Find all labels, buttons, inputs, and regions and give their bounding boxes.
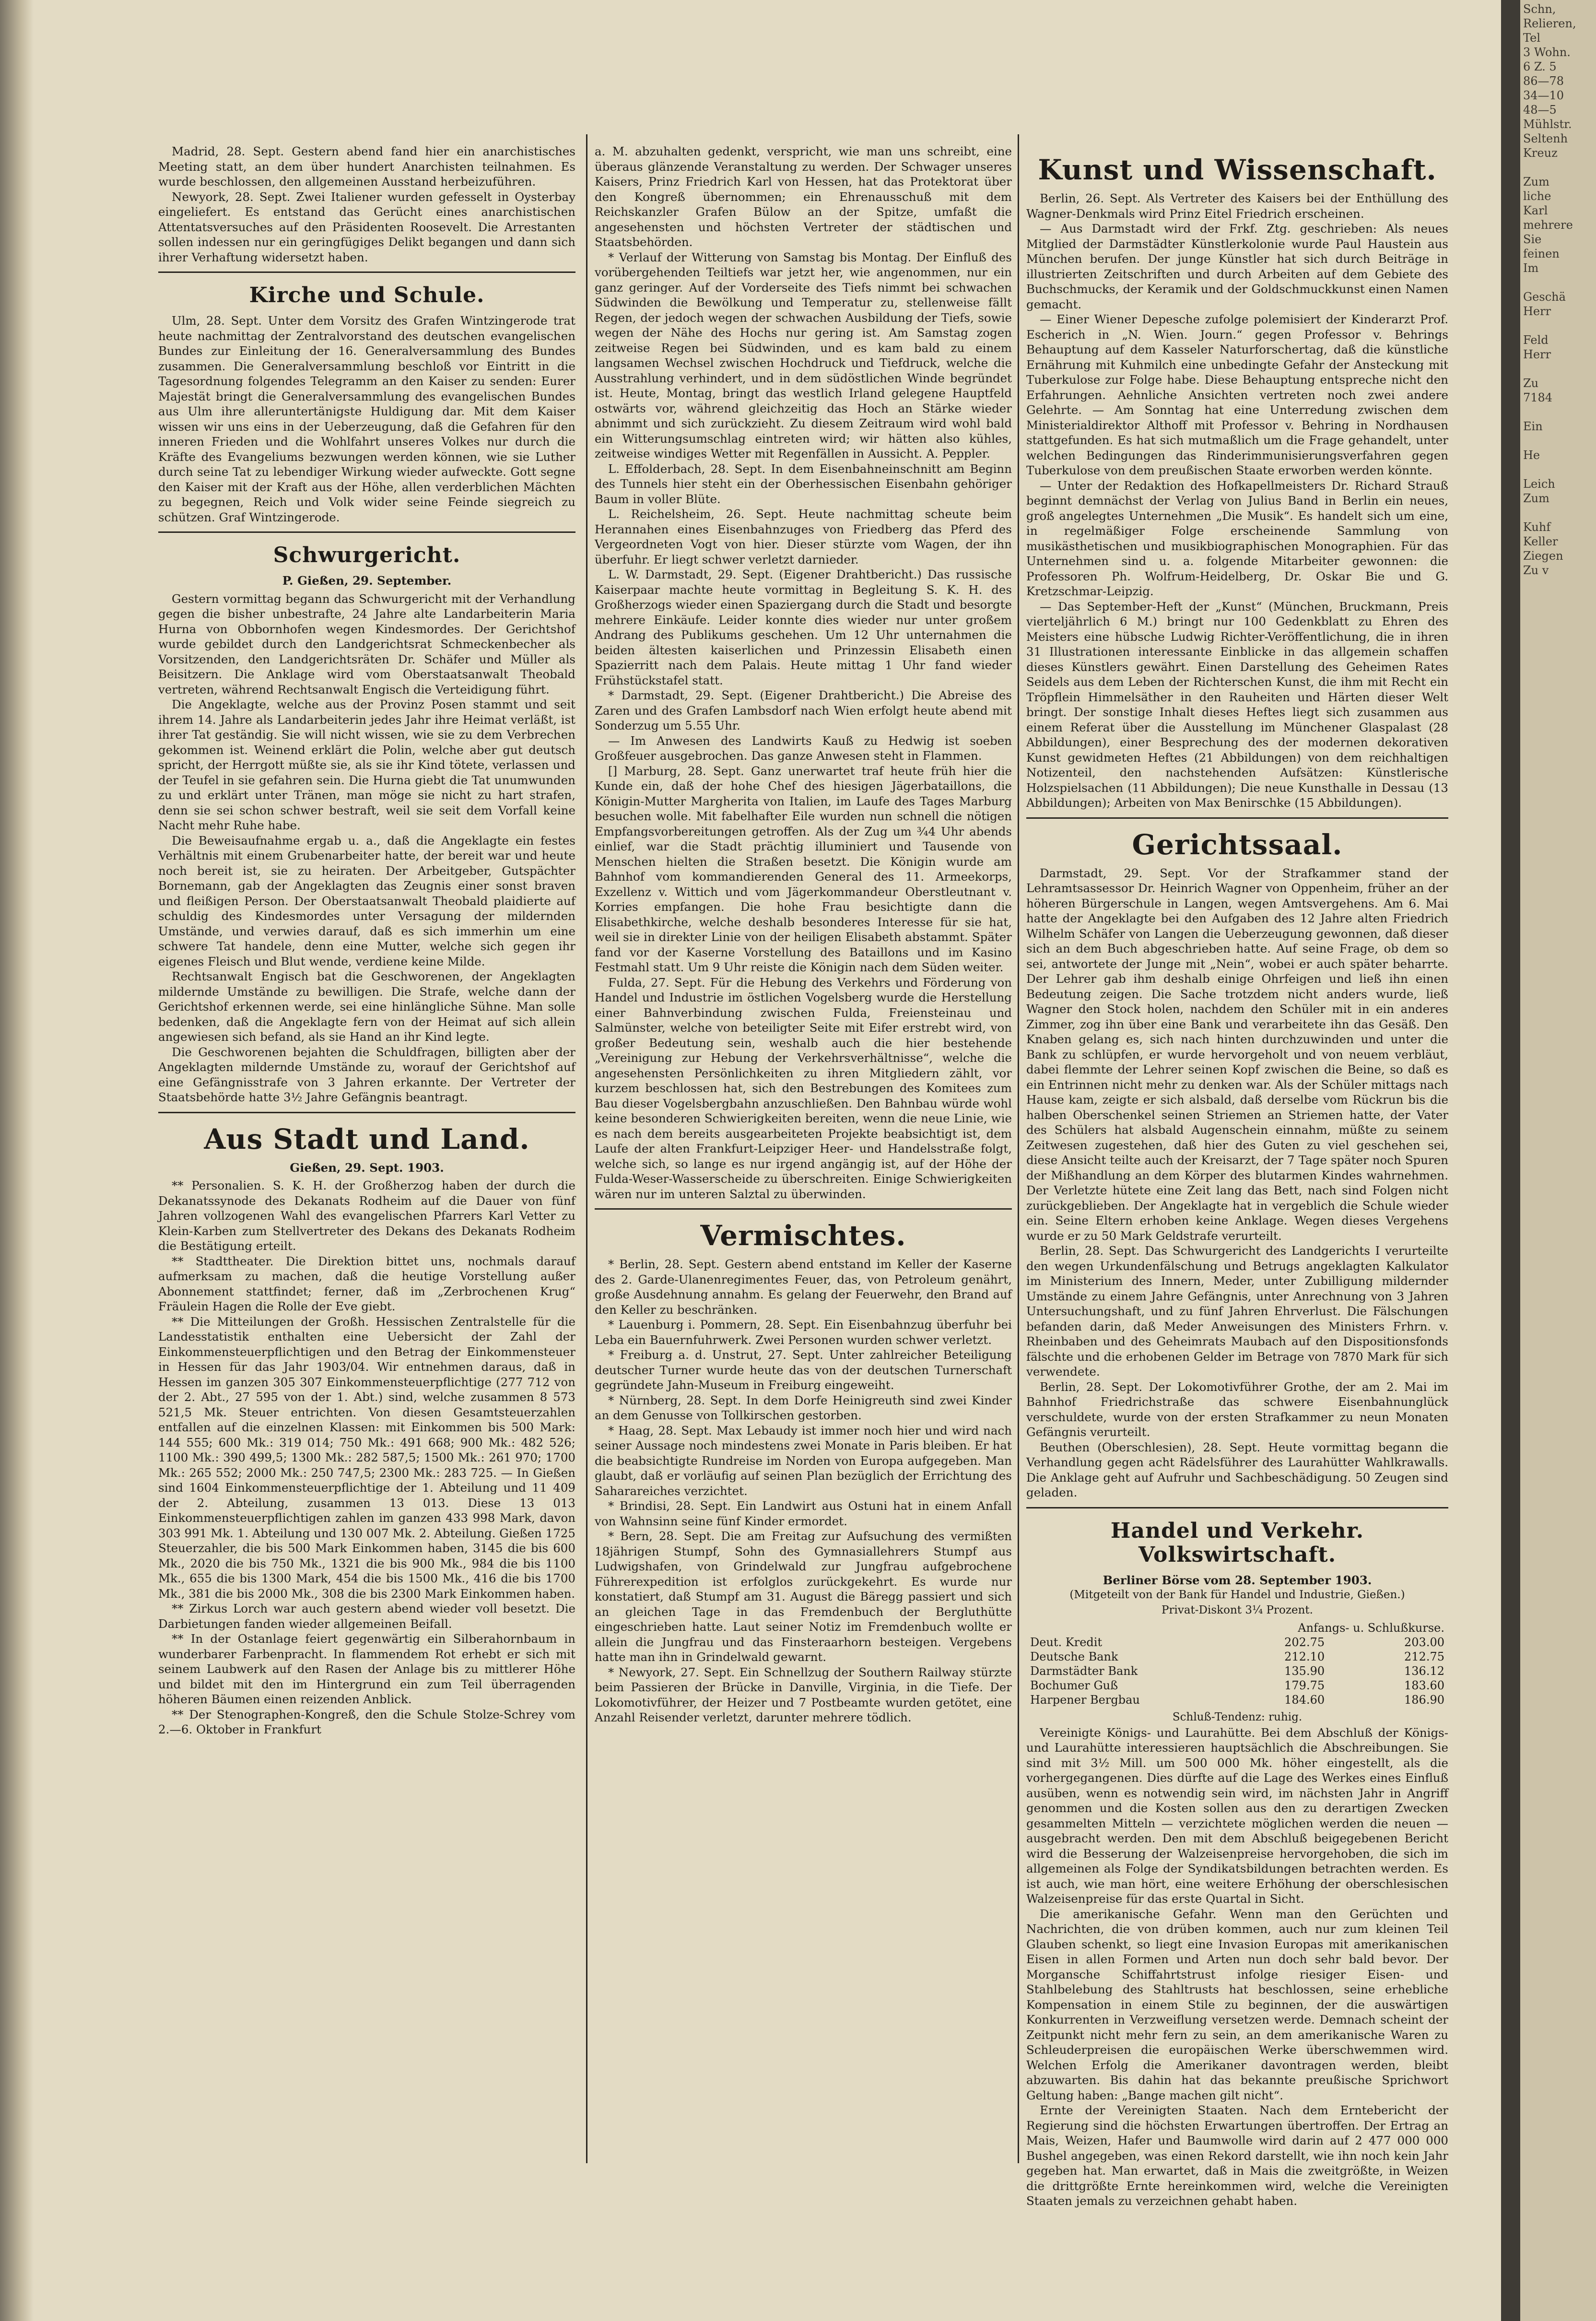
table-row <box>1026 1693 1448 1707</box>
table-header-row <box>1026 1621 1448 1635</box>
stock-open: 135.90 <box>1284 1664 1325 1678</box>
paragraph: Rechtsanwalt Engisch bat die Geschworenen, der Angeklagten mildernde Umstände zu bewilligen. Die Strafe, welche dann der Gerichtshof erkennen werde, sei eine hinlängliche Sühne. Man solle bedenken, daß die Angeklagte fern von der Heimat auf sich allein angewiesen sich befand, als sie Hand an ihr Kind legte. <box>158 969 575 1044</box>
paragraph: ** In der Ostanlage feiert gegenwärtig ein Silberahornbaum in wunderbarer Farbenpracht. In flammendem Rot erhebt er sich mit seinem Laubwerk auf den Rasen der Anlage bis zu mittlerer Höhe und bildet mit den im Hintergrund ein zum Teil überragenden höheren Bäumen einen reizenden Anblick. <box>158 1632 575 1706</box>
paragraph: Newyork, 28. Sept. Zwei Italiener wurden gefesselt in Oysterbay eingeliefert. Es entstand das Gerücht eines anarchistischen Attentatsversuches auf den Präsidenten Roosevelt. Die Arrestanten sollen indessen nur ein geringfügiges Delikt begangen und dann sich ihrer Verhaftung widersetzt haben. <box>158 189 575 264</box>
paragraph: Berlin, 28. Sept. Der Lokomotivführer Grothe, der am 2. Mai im Bahnhof Friedrichstraße das schwere Eisenbahnunglück verschuldete, wurde von der ersten Strafkammer zu neun Monaten Gefängnis verurteilt. <box>1026 1379 1448 1439</box>
table-row <box>1026 1664 1448 1678</box>
table-row <box>1026 1678 1448 1693</box>
stock-open: 184.60 <box>1284 1693 1325 1707</box>
section-divider <box>158 531 575 533</box>
paragraph: Die Angeklagte, welche aus der Provinz Posen stammt und seit ihrem 14. Jahre als Landarbeiterin jedes Jahr ihre Heimat verläßt, ist ihrer Tat geständig. Sie will nicht wissen, wie sie zu dem Verbrechen gekommen ist. Weinend erklärt die Polin, welche aber gut deutsch spricht, der Herrgott müßte sie, als sie ihr Kind tötete, verlassen und der Teufel in sie gefahren sein. Die Hurna giebt die Tat unumwunden zu und erklärt unter Tränen, man möge sie nicht zu hart strafen, denn sie sei schon schwer bestraft, weil sie seit dem Vorfall keine Nacht mehr Ruhe habe. <box>158 697 575 832</box>
paragraph: — Unter der Redaktion des Hofkapellmeisters Dr. Richard Strauß beginnt demnächst der Verlag von Julius Band in Berlin ein neues, groß angelegtes Unternehmen „Die Musik“. Es handelt sich um eine, in regelmäßiger Folge erscheinende Sammlung von musikästhetischen und musikbiographischen Monographien. Für das Unternehmen sind u. a. folgende Mitarbeiter gewonnen: die Professoren Ph. Wolfrum-Heidelberg, Dr. Oskar Bie und G. Kretzschmar-Leipzig. <box>1026 478 1448 598</box>
paragraph: * Newyork, 27. Sept. Ein Schnellzug der Southern Railway stürzte beim Passieren der Brücke in Danville, Virginia, in die Tiefe. Der Lokomotivführer, der Heizer und 7 Postbeamte wurden getötet, eine Anzahl Reisender verletzt, darunter mehrere tödlich. <box>595 1665 1012 1724</box>
paragraph: * Haag, 28. Sept. Max Lebaudy ist immer noch hier und wird nach seiner Aussage noch mindestens zwei Monate in Paris bleiben. Er hat die beabsichtigte Rundreise im Norden von Europa aufgegeben. Man glaubt, daß er vorläufig auf seinen Plan bezüglich der Errichtung des Saharareiches verzichtet. <box>595 1423 1012 1498</box>
intro-news <box>158 144 575 265</box>
paragraph: * Berlin, 28. Sept. Gestern abend entstand im Keller der Kaserne des 2. Garde-Ulanenregimentes Feuer, das, von Petroleum genährt, große Ausdehnung annahm. Es gelang der Feuerwehr, den Brand auf den Keller zu beschränken. <box>595 1257 1012 1317</box>
paragraph: Vereinigte Königs- und Laurahütte. Bei dem Abschluß der Königs- und Laurahütte interessieren hauptsächlich die Abschreibungen. Sie sind mit 3½ Mill. um 500 000 Mk. höher eingestellt, als die vorhergegangenen. Dies dürfte auf die Lage des Werkes eines Einfluß ausüben, wenn es notwendig sein wird, im nächsten Jahr in Angriff genommen und die Kosten sollen aus den zu derartigen Zwecken gesammelten Mitteln — verzichtete möglichen werden die neuen — ausgebracht werden. Den mit dem Abschluß beigegebenen Bericht wird die Besserung der Walzeisenpreise hervorgehoben, die sich im allgemeinen als Folge der Syndikatsbildungen betrachten werden. Es ist auch, wie man hört, eine weitere Erhöhung der oberschlesischen Walzeisenpreise für das erste Quartal in Sicht. <box>1026 1725 1448 1906</box>
paragraph: L. Effolderbach, 28. Sept. In dem Eisenbahneinschnitt am Beginn des Tunnels hier steht ein der Oberhessischen Eisenbahn gehöriger Baum in voller Blüte. <box>595 461 1012 506</box>
adjacent-page-text: Schn, Relieren, Tel 3 Wohn. 6 Z. 5 86—78 34—10 48—5 Mühlstr. Seltenh Kreuz Zum liche Karl mehrere Sie feinen Im Geschä Herr Feld Herr Zu 7184 Ein He Leich Zum Kuhf Keller Ziegen Zu v <box>1523 2 1576 577</box>
stock-open: 179.75 <box>1284 1679 1325 1692</box>
section-heading-handel: Handel und Verkehr. Volkswirtschaft. <box>1110 1518 1364 1567</box>
paragraph: Beuthen (Oberschlesien), 28. Sept. Heute vormittag begann die Verhandlung gegen acht Rädelsführer des Laurahütter Wahlkrawalls. Die Anklage geht auf Aufruhr und Sachbeschädigung. 50 Zeugen sind geladen. <box>1026 1440 1448 1499</box>
section-heading-kunst: Kunst und Wissenschaft. <box>1038 153 1437 186</box>
section-heading-gerichtssaal: Gerichtssaal. <box>1132 828 1343 861</box>
table-row <box>1026 1649 1448 1664</box>
paragraph: Die amerikanische Gefahr. Wenn man den Gerüchten und Nachrichten, die von drüben kommen, auch nur zum kleinen Teil Glauben schenkt, so liegt eine Invasion Europas mit amerikanischen Eisen in allen Formen und Arten nun doch sehr bald bevor. Der Morgansche Schiffahrtstrust infolge riesiger Eisen- und Stahlbelebung des Stahltrusts hat beschlossen, seine erhebliche Kompensation in einem Stile zu beginnen, der die auswärtigen Konkurrenten in Verzweiflung versetzen werde. Demnach scheint der Zeitpunkt nicht mehr fern zu sein, an dem amerikanische Waren zu Schleuderpreisen die europäischen Werke überschwemmen wird. Welchen Erfolg die Amerikaner davontragen werden, bleibt abzuwarten. Bis dahin hat das bekannte preußische Sprichwort Geltung haben: „Bange machen gilt nicht“. <box>1026 1907 1448 2102</box>
paragraph: Die Beweisaufnahme ergab u. a., daß die Angeklagte ein festes Verhältnis mit einem Grubenarbeiter hatte, der bereit war und heute noch bereit ist, sie zu heiraten. Der Arbeitgeber, Gutspächter Bornemann, gab der Angeklagten das Zeugnis einer sonst braven und fleißigen Person. Der Oberstaatsanwalt Theobald plaidierte auf schuldig des Kindesmordes unter Versagung der mildernden Umstände, und verwies darauf, daß es sich immerhin um eine schwere Tat handele, denn eine Mutter, welche sich gegen ihr eigenes Fleisch und Blut wende, verdiene keine Milde. <box>158 833 575 968</box>
dateline: Gießen, 29. Sept. 1903. <box>290 1160 444 1175</box>
paragraph: ** Die Mitteilungen der Großh. Hessischen Zentralstelle für die Landesstatistik enthalten eine Uebersicht der Zahl der Einkommensteuerpflichtigen und den Betrag der Einkommensteuer in Hessen für das Jahr 1903/04. Wir entnehmen daraus, daß in Hessen im ganzen 305 307 Einkommensteuerpflichtige (277 712 von der 2. Abt., 27 595 von der 1. Abt.) sind, welche zusammen 8 573 521,5 Mk. Steuer entrichten. Von diesen Gesamtsteuerzahlen entfallen auf die einzelnen Klassen: mit Einkommen bis 500 Mark: 144 555; 600 Mk.: 319 014; 750 Mk.: 491 668; 900 Mk.: 482 526; 1100 Mk.: 390 499,5; 1300 Mk.: 282 587,5; 1500 Mk.: 261 970; 1700 Mk.: 265 552; 2000 Mk.: 250 747,5; 2300 Mk.: 283 725. — In Gießen sind 1604 Einkommensteuerpflichtige der 1. Abteilung und 11 409 der 2. Abteilung, zusammen 13 013. Diese 13 013 Einkommensteuerpflichtigen zahlen im ganzen 433 998 Mark, davon 303 991 Mk. 1. Abteilung und 130 007 Mk. 2. Abteilung. Gießen 1725 Steuerzahler, die bis 500 Mark Einkommen haben, 3145 die bis 600 Mk., 2020 die bis 750 Mk., 1321 die bis 900 Mk., 984 die bis 1100 Mk., 655 die bis 1300 Mark, 454 die bis 1500 Mk., 416 die bis 1700 Mk., 381 die bis 2000 Mk., 308 die bis 2300 Mark Einkommen haben. <box>158 1314 575 1601</box>
diskont-line: Privat-Diskont 3¼ Prozent. <box>1162 1603 1313 1616</box>
section-heading-schwurgericht: Schwurgericht. <box>273 543 461 567</box>
paragraph: ** Personalien. S. K. H. der Großherzog haben der durch die Dekanatssynode des Dekanats Rodheim auf die Dauer von fünf Jahren vollzogenen Wahl des evangelischen Pfarrers Karl Vetter zu Klein-Karben zum Stellvertreter des Dekans des Dekanats Rodheim die Bestätigung erteilt. <box>158 1178 575 1253</box>
table-row <box>1026 1635 1448 1649</box>
stock-close: 203.00 <box>1404 1636 1444 1649</box>
stock-close: 183.60 <box>1404 1679 1444 1692</box>
paragraph: — Aus Darmstadt wird der Frkf. Ztg. geschrieben: Als neues Mitglied der Darmstädter Künstlerkolonie wurde Paul Haustein aus München berufen. Der junge Künstler hat sich durch Beiträge in illustrierten Zeitschriften und durch Arbeiten auf dem Gebiete des Buchschmucks, der Keramik und der Goldschmuckkunst einen Namen gemacht. <box>1026 222 1448 311</box>
paragraph: * Brindisi, 28. Sept. Ein Landwirt aus Ostuni hat in einem Anfall von Wahnsinn seine fünf Kinder ermordet. <box>595 1499 1012 1528</box>
stock-open: 202.75 <box>1284 1636 1325 1649</box>
stock-open: 212.10 <box>1284 1650 1325 1663</box>
paragraph: Berlin, 26. Sept. Als Vertreter des Kaisers bei der Enthüllung des Wagner-Denkmals wird Prinz Eitel Friedrich erscheinen. <box>1026 191 1448 221</box>
paragraph: ** Stadttheater. Die Direktion bittet uns, nochmals darauf aufmerksam zu machen, daß die heutige Vorstellung außer Abonnement stattfindet; ferner, daß im „Zerbrochenen Krug“ Fräulein Hagen die Rolle der Eve giebt. <box>158 1254 575 1313</box>
paragraph: * Darmstadt, 29. Sept. (Eigener Drahtbericht.) Die Abreise des Zaren und des Grafen Lambsdorf nach Wien erfolgt heute abend mit Sonderzug um 5.55 Uhr. <box>595 688 1012 732</box>
stock-name: Harpener Bergbau <box>1030 1693 1140 1707</box>
paragraph: ** Der Stenographen-Kongreß, den die Schule Stolze-Schrey vom 2.—6. Oktober in Frankfurt <box>158 1707 575 1736</box>
section-divider <box>1026 1507 1448 1508</box>
column-3 <box>1026 144 1448 2208</box>
stock-name: Deutsche Bank <box>1030 1650 1118 1663</box>
paragraph: — Einer Wiener Depesche zufolge polemisiert der Kinderarzt Prof. Escherich in „N. Wien. Journ.“ gegen Professor v. Behrings Behauptung auf dem Kasseler Naturforschertag, daß die künstliche Ernährung mit Kuhmilch eine unbedingte Gefahr der Ansteckung mit Tuberkulose zur Folge habe. Diese Behauptung entspreche nicht den Erfahrungen. Aehnliche Ansichten vertreten noch zwei andere Gelehrte. — Am Sonntag hat eine Unterredung zwischen dem Ministerialdirektor Althoff mit Professor v. Behring in Nordhausen stattgefunden. Es hat sich mutmaßlich um die Frage gehandelt, unter welchen Bedingungen das Rinderimmunisierungsverfahren gegen Tuberkulose von dem preußischen Staate erworben werden könnte. <box>1026 312 1448 477</box>
paragraph: Ulm, 28. Sept. Unter dem Vorsitz des Grafen Wintzingerode trat heute nachmittag der Zentralvorstand des deutschen evangelischen Bundes zur Einleitung der 16. Generalversammlung des Bundes zusammen. Die Generalversammlung beschloß vor Eintritt in die Tagesordnung folgendes Telegramm an den Kaiser zu senden: Eurer Majestät bringt die Generalversammlung des evangelischen Bundes aus Ulm ihre alleruntertänigste Huldigung dar. Mit dem Kaiser wissen wir uns eins in der Ueberzeugung, daß die Gefahren für den inneren Frieden und die Wohlfahrt unseres Volkes nur durch die Kräfte des Evangeliums bezwungen werden können, wie sie Luther durch seine Tat zu lebendiger Wirkung wieder aufweckte. Gott segne den Kaiser mit der Kraft aus der Höhe, allen verderblichen Mächten zu begegnen, Reich und Volk wider seine Feinde siegreich zu schützen. Graf Wintzingerode. <box>158 314 575 524</box>
stock-close: 186.90 <box>1404 1693 1444 1707</box>
column-1 <box>158 144 575 2158</box>
borse-subtitle: (Mitgeteilt von der Bank für Handel und Industrie, Gießen.) <box>1069 1589 1405 1601</box>
paragraph: Gestern vormittag begann das Schwurgericht mit der Verhandlung gegen die bisher unbestrafte, 24 Jahre alte Landarbeiterin Maria Hurna von Obbornhofen wegen Kindesmordes. Der Gerichtshof wurde gebildet durch den Landgerichtsrat Schmeckenbecher als Vorsitzenden, den Landgerichtsräten Dr. Schäfer und Müller als Beisitzern. Die Anklage wird vom Oberstaatsanwalt Theobald vertreten, während Rechtsanwalt Engisch die Verteidigung führt. <box>158 591 575 696</box>
stock-table <box>1026 1621 1448 1707</box>
paragraph: * Verlauf der Witterung von Samstag bis Montag. Der Einfluß des vorübergehenden Teiltiefs war jetzt her, wie angenommen, nur ein ganz geringer. Auf der Vorderseite des Tiefs nimmt bei schwachen Südwinden die Bewölkung und Temperatur zu, stellenweise fällt Regen, der jedoch wegen der schwachen Ausbildung der Tiefs, sowie wegen der Nähe des Hochs nur gering ist. Am Samstag zogen zeitweise Regen bei Südwinden, und es kam bald zu einem langsamen Wechsel zwischen Hochdruck und Tiefdruck, welche die Ausstrahlung verhindert, und in dem südöstlichen Winde begründet ist. Heute, Montag, bringt das westlich Irland gelegene Hauptfeld ostwärts vor, während gleichzeitig das Hoch an Stärke wieder abnimmt und sich zurückzieht. Zu diesem Zeitraum wird wohl bald ein Witterungsumschlag eintreten wird; wir hätten also kühles, zeitweise windiges Wetter mit Regenfällen in Aussicht. A. Peppler. <box>595 250 1012 460</box>
column-header: Anfangs- u. Schlußkurse. <box>1298 1621 1444 1635</box>
paragraph: — Das September-Heft der „Kunst“ (München, Bruckmann, Preis vierteljährlich 6 M.) bringt nur 100 Gedenkblatt zu Ehren des Meisters eine hübsche Ludwig Richter-Veröffentlichung, die in ihren 31 Illustrationen interessante Einblicke in das allgemein schaffen dieses Künstlers gewährt. Einen Darstellung des Geheimen Rates Seidels aus dem Leben der Richterschen Kunst, die ihm mit Recht ein Tröpflein Himmelsäther in den Rauheiten und Härten dieser Welt bringt. Der sonstige Inhalt dieses Heftes liegt sich zusammen aus einem Referat über die Ausstellung im Münchener Glaspalast (28 Abbildungen), einer Besprechung des der modernen dekorativen Kunst gewidmeten Heftes (21 Abbildungen) von dem reichhaltigen Notizenteil, den nachstehenden Aufsätzen: Künstlerische Holzspielsachen (11 Abbildungen); Die neue Kunsthalle in Dessau (13 Abbildungen); Arbeiten von Max Benirschke (15 Abbildungen). <box>1026 599 1448 810</box>
dateline: P. Gießen, 29. September. <box>282 574 452 588</box>
column-rule-1 <box>586 134 587 2163</box>
paragraph: * Bern, 28. Sept. Die am Freitag zur Aufsuchung des vermißten 18jährigen Stumpf, Sohn des Gymnasiallehrers Stumpf aus Ludwigshafen, von Grindelwald zur Jungfrau aufgebrochene Führerexpedition ist erfolglos zurückgekehrt. Es wurde nur konstatiert, daß Stumpf am 31. August die Bäregg passiert und sich an gleichen Tage in das Fremdenbuch der Bergluthütte eingeschrieben hatte. Laut seiner Notiz im Fremdenbuch wollte er allein die Jungfrau und das Finsteraarhorn besteigen. Vergebens hatte man ihn in Grindelwald gewarnt. <box>595 1529 1012 1664</box>
paragraph: — Im Anwesen des Landwirts Kauß zu Hedwig ist soeben Großfeuer ausgebrochen. Das ganze Anwesen steht in Flammen. <box>595 733 1012 763</box>
paragraph: Ernte der Vereinigten Staaten. Nach dem Erntebericht der Regierung sind die höchsten Erwartungen übertroffen. Der Ertrag an Mais, Weizen, Hafer und Baumwolle wird darin auf 2 477 000 000 Bushel angegeben, was einen Rekord darstellt, wie ihn noch kein Jahr gegeben hat. Man erwartet, daß in Mais die zweitgrößte, in Weizen die drittgrößte Ernte hereinkommen wird, welche die Vereinigten Staaten jemals zu verzeichnen gehabt haben. <box>1026 2103 1448 2208</box>
tendenz-line: Schluß-Tendenz: ruhig. <box>1172 1711 1303 1723</box>
paragraph: [] Marburg, 28. Sept. Ganz unerwartet traf heute früh hier die Kunde ein, daß der hohe Chef des hiesigen Jägerbataillons, die Königin-Mutter Margherita von Italien, im Laufe des Tages Marburg besuchen wolle. Mit fabelhafter Eile wurden nun schnell die nötigen Empfangsvorbereitungen getroffen. Als der Zug um ¾4 Uhr abends einlief, war die Stadt prächtig illuminiert und Tausende von Menschen hielten die Straßen besetzt. Die Königin wurde am Bahnhof vom kommandierenden General des 11. Armeekorps, Exzellenz v. Wittich und vom Jägerkommandeur Oberstleutnant v. Korries empfangen. Die hohe Frau besichtigte dann die Elisabethkirche, welche deshalb besonderes Interesse für sie hat, weil sie in direkter Linie von der heiligen Elisabeth abstammt. Später fand vor der Kaserne Vorstellung des Bataillons und im Kasino Festmahl statt. Um 9 Uhr reiste die Königin nach dem Süden weiter. <box>595 764 1012 974</box>
adjacent-page-strip <box>1520 0 1596 2321</box>
stock-name: Bochumer Guß <box>1030 1679 1118 1692</box>
borse-title: Berliner Börse vom 28. September 1903. <box>1103 1573 1372 1587</box>
stock-name: Deut. Kredit <box>1030 1636 1103 1649</box>
stock-name: Darmstädter Bank <box>1030 1664 1138 1678</box>
binding-shadow <box>0 0 34 2321</box>
section-divider <box>595 1208 1012 1210</box>
section-divider <box>1026 817 1448 819</box>
paragraph: ** Zirkus Lorch war auch gestern abend wieder voll besetzt. Die Darbietungen fanden wieder allgemeinen Beifall. <box>158 1602 575 1631</box>
paragraph: Berlin, 28. Sept. Das Schwurgericht des Landgerichts I verurteilte den wegen Urkundenfälschung und Betrugs angeklagten Kalkulator im Ministerium des Innern, Meder, unter Zubilligung mildernder Umstände zu einem Jahre Gefängnis, unter Anrechnung von 3 Jahren Untersuchungshaft, und zu fünf Jahren Ehrverlust. Die Fälschungen befanden darin, daß Meder Anweisungen des Ministers Frhrn. v. Rheinbaben und des Geheimrats Maubach auf den Dispositionsfonds fälschte und die erhobenen Gelder im Betrage von 7870 Mark für sich verwendete. <box>1026 1244 1448 1378</box>
paragraph: Fulda, 27. Sept. Für die Hebung des Verkehrs und Förderung von Handel und Industrie im östlichen Vogelsberg wurde die Herstellung einer Bahnverbindung zwischen Fulda, Freiensteinau und Salmünster, welche von beteiligter Seite mit Eifer erstrebt wird, von großer Bedeutung sein, weshalb auch die hier bestehende „Vereinigung zur Hebung der Verkehrsverhältnisse“, welche die angesehensten Persönlichkeiten zu ihren Mitgliedern zählt, vor kurzem beschlossen hat, sich den Bestrebungen des Komitees zum Bau dieser Vogelsbergbahn anzuschließen. Den Bahnbau würde wohl keine besonderen Schwierigkeiten bereiten, wenn die neue Linie, wie es nach dem bereits ausgearbeiteten Projekte beabsichtigt ist, dem Laufe der alten Frankfurt-Leipziger Heer- und Handelsstraße folgt, welche sich, so lange es nur irgend angängig ist, auf der Höhe der Fulda-Weser-Wasserscheide zu überschreiten. Einige Schwierigkeiten wären nur im unteren Salztal zu überwinden. <box>595 975 1012 1201</box>
column-rule-2 <box>1018 134 1019 2163</box>
column-2 <box>595 144 1012 2158</box>
section-divider <box>158 1112 575 1113</box>
section-heading-stadt: Aus Stadt und Land. <box>204 1122 530 1155</box>
paragraph: * Lauenburg i. Pommern, 28. Sept. Ein Eisenbahnzug überfuhr bei Leba ein Bauernfuhrwerk. Zwei Personen wurden schwer verletzt. <box>595 1318 1012 1347</box>
section-heading-vermischtes: Vermischtes. <box>700 1219 906 1252</box>
stock-close: 212.75 <box>1404 1650 1444 1663</box>
page-gutter <box>1501 0 1520 2321</box>
paragraph: Die Geschworenen bejahten die Schuldfragen, billigten aber der Angeklagten mildernde Umstände zu, worauf der Gerichtshof auf eine Gefängnisstrafe von 3 Jahren erkannte. Der Vertreter der Staatsbehörde hatte 3½ Jahre Gefängnis beantragt. <box>158 1045 575 1104</box>
paragraph: * Freiburg a. d. Unstrut, 27. Sept. Unter zahlreicher Beteiligung deutscher Turner wurde heute das von der deutschen Turnerschaft gegründete Jahn-Museum in Freiburg eingeweiht. <box>595 1348 1012 1392</box>
stock-close: 136.12 <box>1404 1664 1444 1678</box>
section-heading-kirche: Kirche und Schule. <box>249 283 485 307</box>
paragraph: Madrid, 28. Sept. Gestern abend fand hier ein anarchistisches Meeting statt, an dem über hundert Anarchisten teilnahmen. Es wurde beschlossen, den allgemeinen Ausstand herbeizuführen. <box>158 144 575 189</box>
paragraph: * Nürnberg, 28. Sept. In dem Dorfe Heinigreuth sind zwei Kinder an dem Genusse von Tollkirschen gestorben. <box>595 1393 1012 1422</box>
paragraph: L. W. Darmstadt, 29. Sept. (Eigener Drahtbericht.) Das russische Kaiserpaar machte heute vormittag in Begleitung S. K. H. des Großherzogs wieder einen Spaziergang durch die Stadt und besorgte mehrere Einkäufe. Leider konnte dies wieder nur unter großem Andrang des Publikums geschehen. Um 12 Uhr unternahmen die beiden ältesten kaiserlichen und Prinzessin Elisabeth einen Spazierritt nach dem Palais. Heute mittag 1 Uhr fand wieder Frühstückstafel statt. <box>595 567 1012 687</box>
paragraph: a. M. abzuhalten gedenkt, verspricht, wie man uns schreibt, eine überaus glänzende Veranstaltung zu werden. Der Schwager unseres Kaisers, Prinz Friedrich Karl von Hessen, hat das Protektorat über den Kongreß übernommen; ein Ehrenausschuß mit dem Reichskanzler Grafen Bülow an der Spitze, umfaßt die angesehensten und höchsten Vertreter der städtischen und Staatsbehörden. <box>595 144 1012 249</box>
section-divider <box>158 271 575 273</box>
paragraph: Darmstadt, 29. Sept. Vor der Strafkammer stand der Lehramtsassessor Dr. Heinrich Wagner von Oppenheim, früher an der höheren Bürgerschule in Langen, wegen Amtsvergehens. Am 6. Mai hatte der Angeklagte bei den Aufgaben des 12 Jahre alten Friedrich Wilhelm Schäfer von Langen die Ueberzeugung gewonnen, daß dieser sich an dem Buch abgeschrieben hatte. Auf seine Frage, ob dem so sei, antwortete der Junge mit „Nein“, wobei er auch später beharrte. Der Lehrer gab ihm deshalb einige Ohrfeigen und ließ ihn einen Bedeutung zeigen. Die Sache trotzdem nicht anders wurde, ließ Wagner den Stock holen, nachdem den Schüler mit in ein anderes Zimmer, zog ihn über eine Bank und verarbeitete ihn das Gesäß. Den Knaben gelang es, sich nach hinten durchzuwinden und unter die Bank zu schlüpfen, er wurde hervorgeholt und von neuem verbläut, dabei flemmte der Lehrer seinen Kopf zwischen die Beine, so daß es ein Entrinnen nicht mehr zu denken war. Als der Schüler mittags nach Hause kam, zeigte er sich alsbald, daß derselbe vom Rückrun bis die halben Oberschenkel seinen Striemen an Striemen hatte, der Vater des Schülers hat alsbald Augenschein einnahm, müßte zu seinem Zeitwesen zugestehen, daß hier des Guten zu viel geschehen sei, diese Ansicht teilte auch der Kreisarzt, der 7 Tage später noch Spuren der Mißhandlung an dem Körper des blutarmen Kindes wahrnehmen. Der Verletzte hütete eine Zeit lang das Bett, nach sind Folgen nicht zurückgeblieben. Der Angeklagte hat in vergeblich die Schule wieder ein. Seine Eltern erhoben keine Anklage. Wegen dieses Vergehens wurde er zu 50 Mark Geldstrafe verurteilt. <box>1026 866 1448 1243</box>
paragraph: L. Reichelsheim, 26. Sept. Heute nachmittag scheute beim Herannahen eines Eisenbahnzuges von Friedberg das Pferd des Vergeordneten Vogt von hier. Dieser stürzte vom Wagen, der ihn überfuhr. Er liegt schwer verletzt darnieder. <box>595 507 1012 566</box>
